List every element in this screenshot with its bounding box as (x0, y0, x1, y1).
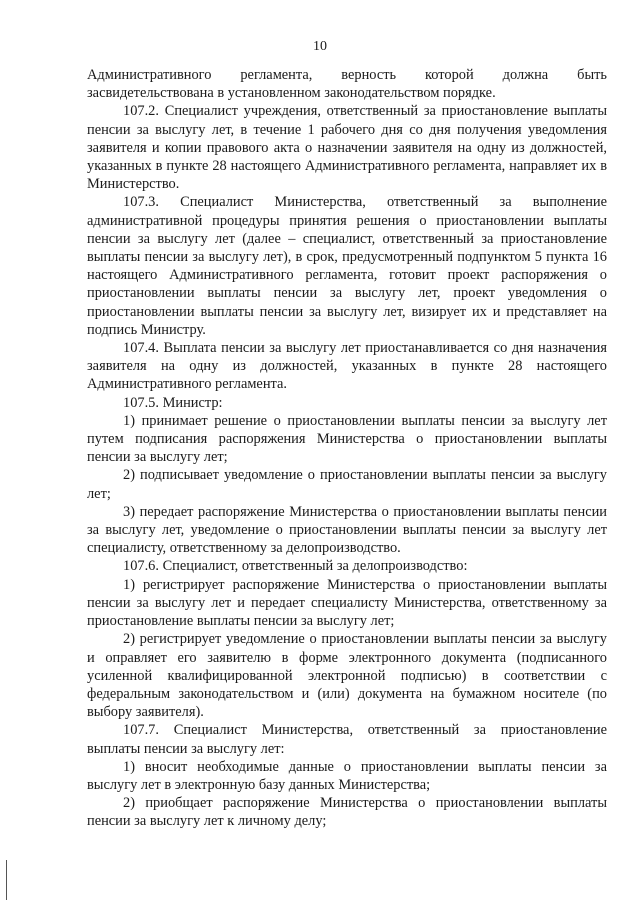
paragraph-107-3: 107.3. Специалист Министерства, ответственный за выполнение административной процедуры принятия решения о приостановлении выплаты пенсии за выслугу лет (далее – специалист, ответственный за приостановление выплаты пенсии за выслугу лет), в срок, предусмотренный подпунктом 5 пункта 16 настоящего Административного регламента, готовит проект распоряжения о приостановлении выплаты пенсии за выслугу лет, проект уведомления о приостановлении выплаты пенсии за выслугу лет, визирует их и представляет на подпись Министру. (87, 194, 607, 338)
paragraph-107-4: 107.4. Выплата пенсии за выслугу лет приостанавливается со дня назначения заявителя на одну из должностей, указанных в пункте 28 настоящего Административного регламента. (87, 340, 607, 393)
paragraph-107-5-item-2: 2) подписывает уведомление о приостановлении выплаты пенсии за выслугу лет; (87, 467, 607, 502)
paragraph-continuation: Административного регламента, верность которой должна быть засвидетельствована в установленном законодательством порядке. (87, 67, 607, 102)
scan-edge-mark (6, 860, 7, 900)
document-body (87, 66, 607, 831)
paragraph-107-6-item-1: 1) регистрирует распоряжение Министерства о приостановлении выплаты пенсии за выслугу лет и передает специалисту Министерства, ответственному за приостановление выплаты пенсии за выслугу лет; (87, 576, 607, 630)
paragraph-107-5: 107.5. Министр: (123, 394, 223, 411)
paragraph-107-7-item-2: 2) приобщает распоряжение Министерства о приостановлении выплаты пенсии за выслугу лет к личному делу; (87, 795, 607, 830)
paragraph-107-6-item-2: 2) регистрирует уведомление о приостановлении выплаты пенсии за выслугу и оправляет его заявителю в форме электронного документа (подписанного усиленной квалифицированной электронной подписью) в соответствии с федеральным законодательством и (или) документа на бумажном носителе (по выбору заявителя). (87, 631, 607, 721)
paragraph-107-7-item-1: 1) вносит необходимые данные о приостановлении выплаты пенсии за выслугу лет в электронную базу данных Министерства; (87, 758, 607, 793)
paragraph-107-2: 107.2. Специалист учреждения, ответственный за приостановление выплаты пенсии за выслугу лет, в течение 1 рабочего дня со дня получения уведомления заявителя и копии правового акта о назначении заявителя на одну из должностей, указанных в пункте 28 настоящего Административного регламента, направляет их в Министерство. (87, 103, 607, 193)
paragraph-107-5-item-3: 3) передает распоряжение Министерства о приостановлении выплаты пенсии за выслугу лет, уведомление о приостановлении выплаты пенсии за выслугу лет специалисту, ответственному за делопроизводство. (87, 503, 607, 557)
paragraph-107-5-item-1: 1) принимает решение о приостановлении выплаты пенсии за выслугу лет путем подписания распоряжения Министерства о приостановлении выплаты пенсии за выслугу лет; (87, 412, 607, 466)
paragraph-107-6: 107.6. Специалист, ответственный за делопроизводство: (123, 558, 468, 575)
page-number: 10 (313, 39, 327, 54)
paragraph-107-7: 107.7. Специалист Министерства, ответственный за приостановление выплаты пенсии за выслугу лет: (87, 722, 607, 757)
